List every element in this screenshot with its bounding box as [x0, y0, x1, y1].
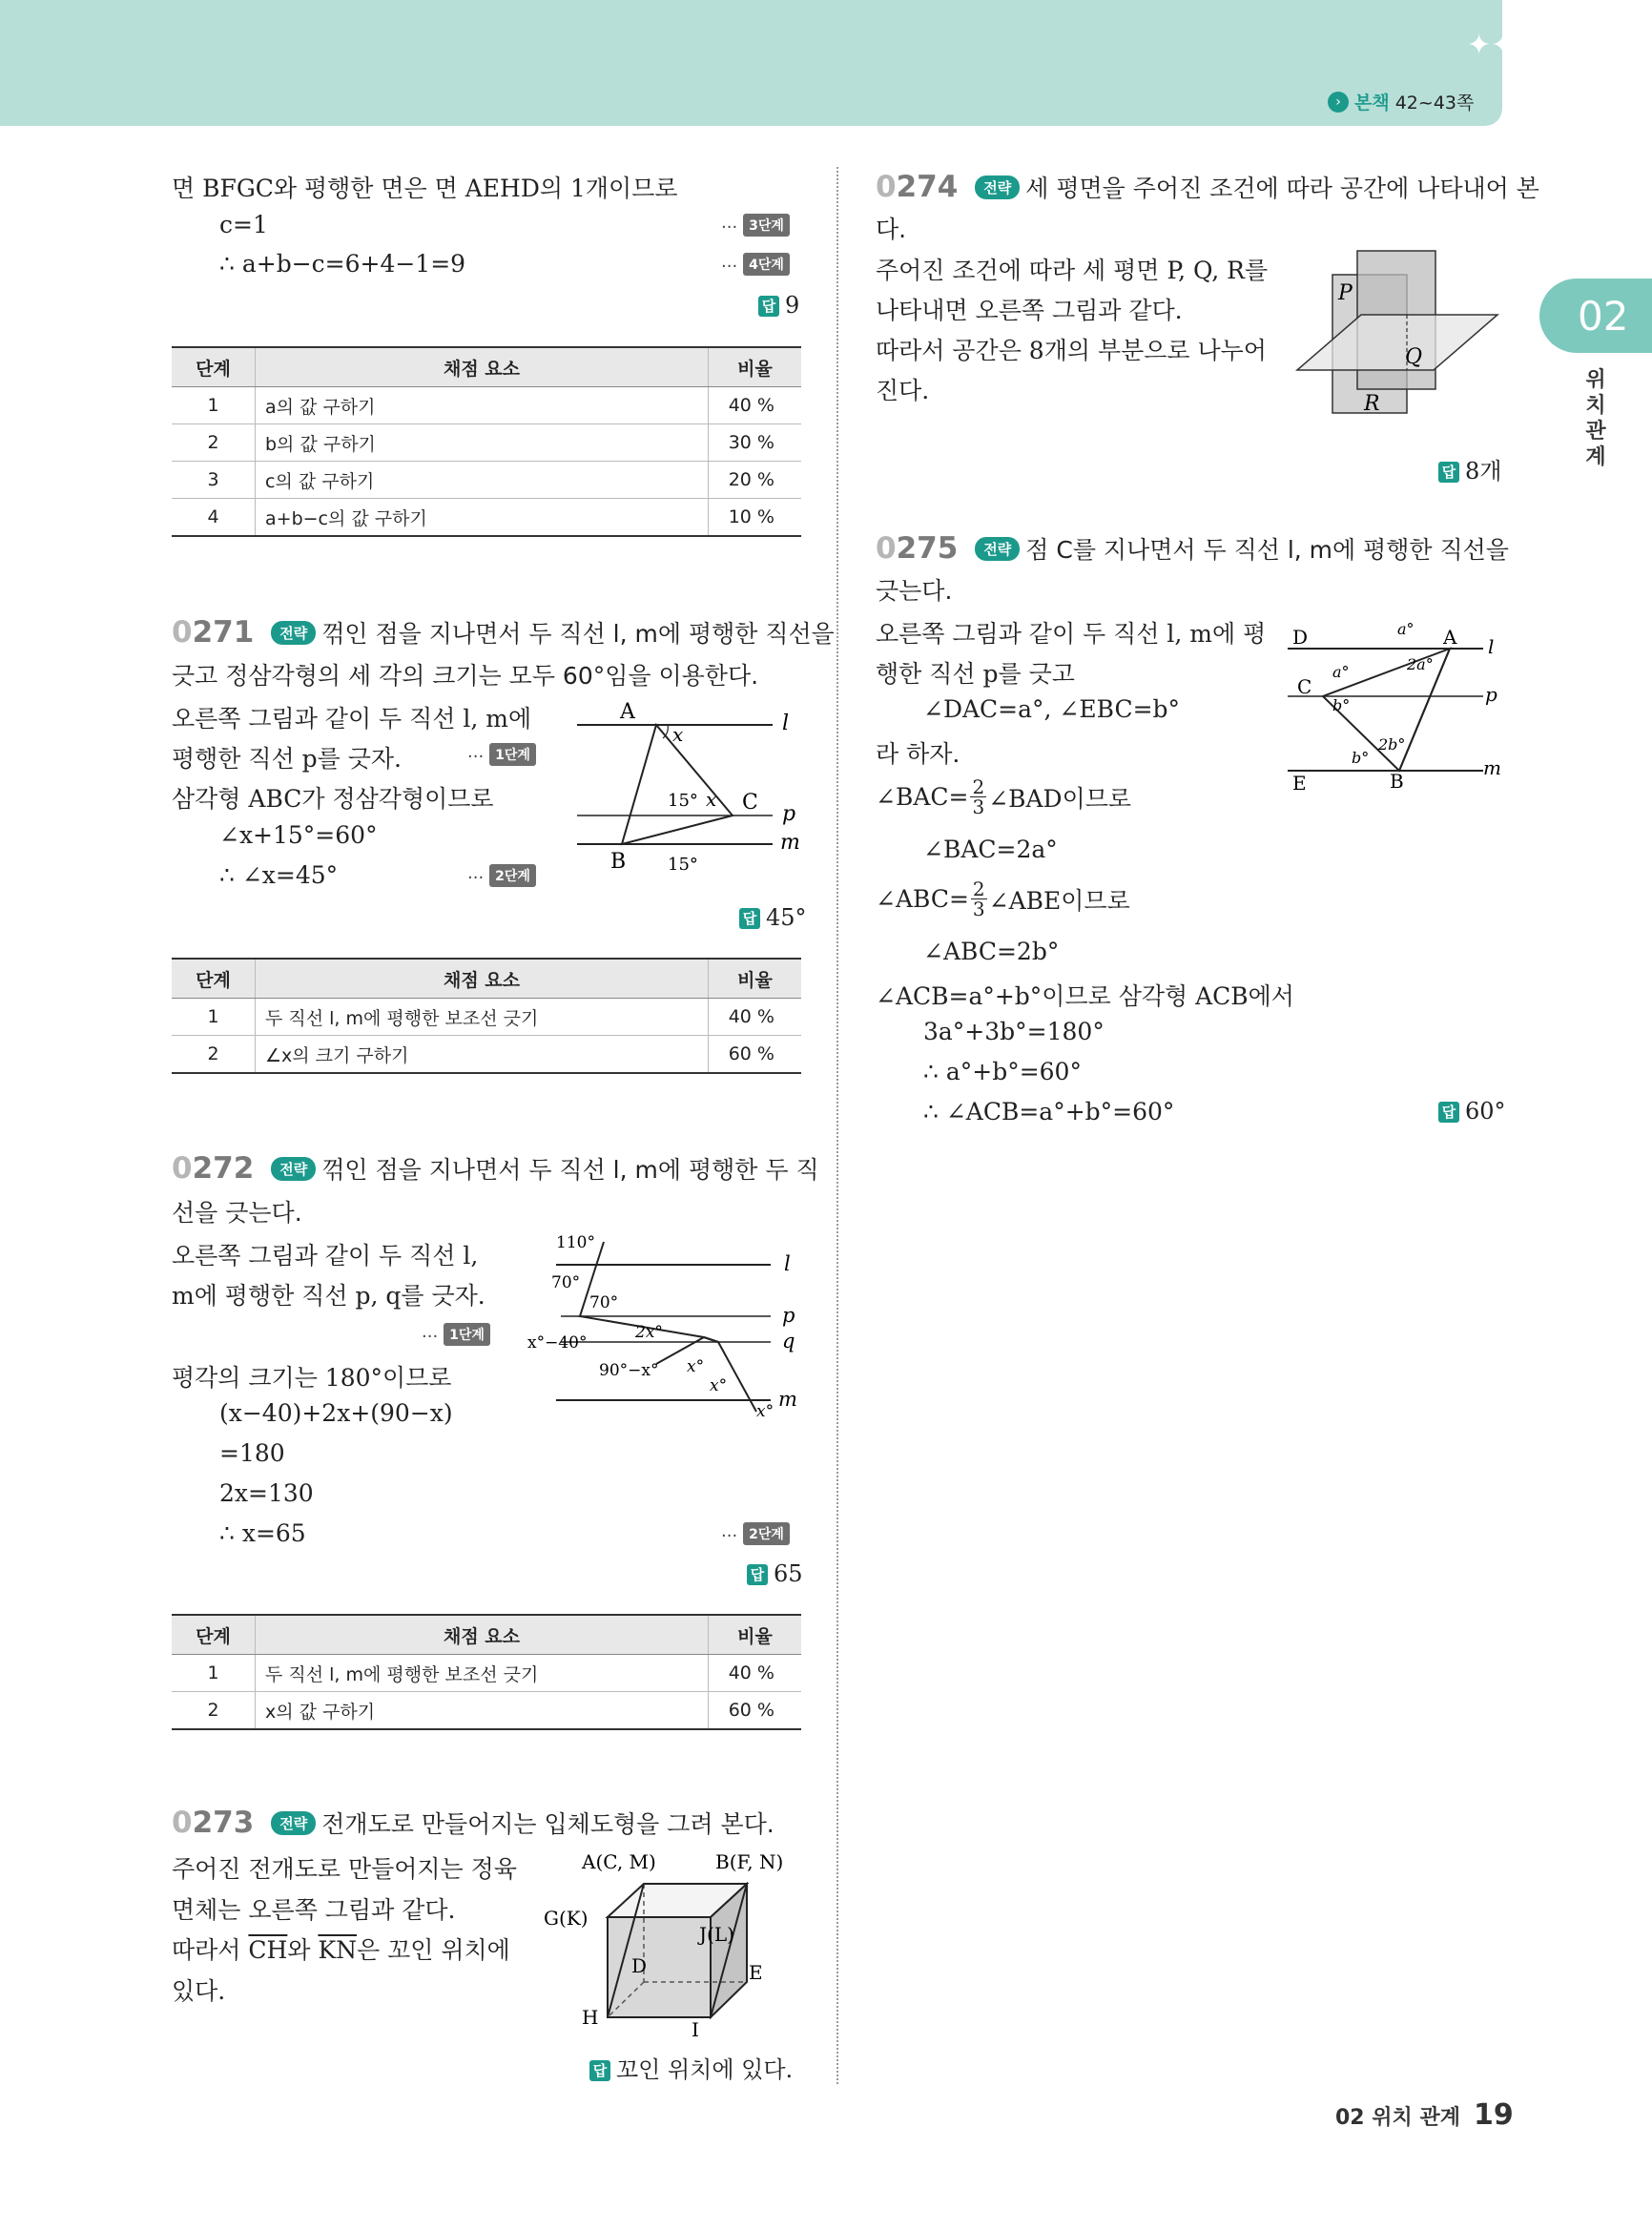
p272-body1: 오른쪽 그림과 같이 두 직선 l,	[172, 1242, 479, 1270]
fig-label: 70°	[589, 1293, 619, 1312]
table-row: 2 b의 값 구하기 30 %	[172, 424, 801, 462]
strategy-badge: 전략	[271, 621, 316, 645]
th: 단계	[172, 347, 256, 387]
p274-body2: 나타내면 오른쪽 그림과 같다.	[876, 297, 1183, 324]
fig-label: 2b°	[1378, 735, 1406, 754]
side-char: 위	[1585, 368, 1606, 392]
p275-body8: ∠ABC=2b°	[923, 938, 1060, 965]
arrow-right-icon: ›	[1328, 92, 1349, 113]
p272-body5: =180	[219, 1439, 285, 1467]
fig-label: l	[782, 712, 790, 735]
header-banner	[0, 0, 1502, 126]
fig-label: P	[1338, 281, 1353, 305]
p270-line2: c=1	[219, 211, 268, 238]
strategy-badge: 전략	[271, 1157, 316, 1181]
answer-badge: 답	[739, 908, 760, 929]
fig-label: a°	[1332, 663, 1350, 681]
fig-label: 70°	[551, 1273, 581, 1292]
p275-body1: 오른쪽 그림과 같이 두 직선 l, m에 평	[876, 620, 1267, 648]
p270-score-table	[172, 346, 801, 537]
table-row: 1 두 직선 l, m에 평행한 보조선 긋기 40 %	[172, 1655, 801, 1692]
fig-label: H	[582, 2006, 599, 2029]
fig-label: 15°	[668, 855, 698, 875]
side-char: 계	[1585, 445, 1606, 469]
p275-body9: ∠ACB=a°+b°이므로 삼각형 ACB에서	[876, 982, 1294, 1010]
p270-line3: ∴ a+b−c=6+4−1=9	[219, 250, 466, 278]
fig-label: x°	[710, 1376, 728, 1395]
problem-number: 0275	[876, 531, 959, 566]
book-pages: 42~43쪽	[1394, 93, 1475, 114]
table-row: 1 두 직선 l, m에 평행한 보조선 긋기 40 %	[172, 999, 801, 1036]
p271-answer	[739, 904, 807, 931]
answer-value: 꼬인 위치에 있다.	[616, 2056, 794, 2083]
p272-answer	[747, 1560, 803, 1587]
p275-body11: ∴ a°+b°=60°	[923, 1058, 1082, 1085]
fig-label: Q	[1405, 345, 1423, 369]
step-badge: 2단계	[743, 1522, 790, 1545]
page-footer	[1335, 2098, 1514, 2132]
p273-body3: 따라서 $\overline{CH}$와 $\overline{KN}$은 꼬인 위치에	[172, 1936, 510, 1964]
fig-label: B(F, N)	[715, 1850, 784, 1873]
p275-body5: ∠BAC= $\frac{2}{3}$ ∠BAD이므로	[876, 775, 1132, 818]
answer-badge: 답	[589, 2060, 610, 2081]
answer-badge: 답	[747, 1564, 768, 1585]
p272-body2: m에 평행한 직선 p, q를 긋자.	[172, 1282, 485, 1310]
book-label: 본책	[1354, 93, 1390, 114]
fig-label: x°	[687, 1357, 705, 1376]
p275-body2: 행한 직선 p를 긋고	[876, 660, 1075, 688]
table-row: 4 a+b−c의 값 구하기 10 %	[172, 499, 801, 537]
answer-badge: 답	[1438, 1102, 1459, 1123]
sparkle-icon: ✦✦	[1467, 29, 1516, 62]
p271-header	[172, 615, 835, 650]
fig-label: D	[1292, 626, 1309, 649]
fig-label: 110°	[556, 1233, 595, 1252]
th: 채점 요소	[256, 347, 709, 387]
step-badge: 3단계	[743, 214, 790, 237]
fig-label: J(L)	[699, 1923, 734, 1946]
answer-value: 9	[785, 292, 800, 319]
step-badge: 1단계	[444, 1323, 490, 1346]
table-row: 1 a의 값 구하기 40 %	[172, 387, 801, 424]
p274-answer	[1438, 452, 1501, 485]
p271-body3: 삼각형 ABC가 정삼각형이므로	[172, 785, 494, 813]
p272-figure	[523, 1230, 809, 1435]
step-badge: 4단계	[743, 253, 790, 276]
problem-number: 0272	[172, 1151, 255, 1186]
p271-figure	[572, 696, 811, 887]
fig-label: C	[1297, 675, 1312, 698]
fig-label: p	[782, 802, 796, 826]
p275-strategy-line2: 긋는다.	[876, 577, 953, 605]
strategy-text: 세 평면을 주어진 조건에 따라 공간에 나타내어 본	[1025, 175, 1539, 202]
page-number: 19	[1473, 2098, 1514, 2132]
column-divider	[836, 167, 838, 2084]
p275-body12: ∴ ∠ACB=a°+b°=60°	[923, 1098, 1175, 1125]
side-char: 치	[1585, 394, 1606, 418]
fig-label: b°	[1352, 749, 1370, 767]
answer-badge: 답	[758, 296, 779, 317]
fig-label: B	[610, 850, 627, 874]
p273-header	[172, 1806, 774, 1840]
p275-body6: ∠BAC=2a°	[923, 836, 1058, 863]
strategy-badge: 전략	[271, 1811, 316, 1835]
p272-body7: ∴ x=65	[219, 1519, 306, 1547]
p273-body4: 있다.	[172, 1977, 226, 2005]
problem-number: 0271	[172, 615, 255, 650]
footer-chapter: 02 위치 관계	[1335, 2106, 1460, 2130]
p273-body1: 주어진 전개도로 만들어지는 정육	[172, 1855, 517, 1883]
p271-body1: 오른쪽 그림과 같이 두 직선 l, m에	[172, 705, 532, 733]
th: 비율	[709, 347, 802, 387]
fig-label: l	[1488, 635, 1495, 658]
p272-body6: 2x=130	[219, 1479, 314, 1507]
p273-cube-figure	[539, 1846, 811, 2041]
answer-badge: 답	[1438, 462, 1459, 483]
fig-label: x°−40°	[527, 1333, 588, 1352]
table-row: 2 ∠x의 크기 구하기 60 %	[172, 1036, 801, 1074]
fig-label: p	[1485, 683, 1497, 706]
fig-label: a°	[1397, 620, 1415, 638]
p270-line1: 면 BFGC와 평행한 면은 면 AEHD의 1개이므로	[172, 175, 678, 202]
p274-planes-figure	[1292, 246, 1507, 437]
p271-body5: ∴ ∠x=45°	[219, 861, 339, 889]
fig-label: E	[749, 1961, 763, 1984]
p275-body7: ∠ABC= $\frac{2}{3}$ ∠ABE이므로	[876, 878, 1130, 920]
p275-body3: ∠DAC=a°, ∠EBC=b°	[923, 695, 1181, 723]
p275-header	[876, 531, 1509, 566]
fig-label: x	[672, 723, 684, 746]
fig-label: I	[692, 2018, 699, 2041]
fig-label: E	[1292, 772, 1307, 795]
p273-answer	[589, 2051, 793, 2084]
fig-label: A(C, M)	[582, 1850, 656, 1873]
p274-strategy-line2: 다.	[876, 216, 907, 243]
strategy-text: 꺾인 점을 지나면서 두 직선 l, m에 평행한 직선을	[321, 620, 835, 648]
p273-body2: 면체는 오른쪽 그림과 같다.	[172, 1896, 456, 1924]
p274-body4: 진다.	[876, 377, 930, 404]
answer-value: 45°	[766, 904, 807, 931]
strategy-badge: 전략	[975, 176, 1020, 199]
fig-label: A	[620, 700, 635, 724]
p275-figure	[1283, 610, 1507, 801]
side-char: 관	[1585, 420, 1606, 444]
step-badge: 2단계	[489, 864, 536, 887]
p274-body3: 따라서 공간은 8개의 부분으로 나누어	[876, 337, 1267, 364]
p271-strategy-line2: 긋고 정삼각형의 세 각의 크기는 모두 60°임을 이용한다.	[172, 662, 759, 690]
problem-number: 0273	[172, 1806, 255, 1840]
strategy-text: 전개도로 만들어지는 입체도형을 그려 본다.	[321, 1810, 774, 1838]
step-badge: 1단계	[489, 743, 536, 766]
fig-label: x	[706, 788, 717, 811]
fig-label: x°	[756, 1402, 774, 1421]
answer-value: 8개	[1465, 458, 1502, 485]
fig-label: B	[1390, 770, 1404, 793]
strategy-badge: 전략	[975, 537, 1020, 561]
fig-label: b°	[1332, 696, 1351, 714]
fig-label: R	[1364, 392, 1380, 416]
book-reference	[1328, 89, 1474, 114]
strategy-text: 점 C를 지나면서 두 직선 l, m에 평행한 직선을	[1025, 536, 1509, 564]
answer-value: 60°	[1465, 1098, 1506, 1125]
fig-label: q	[782, 1330, 795, 1352]
p272-body3: 평각의 크기는 180°이므로	[172, 1364, 452, 1392]
fig-label: 2x°	[635, 1323, 663, 1342]
answer-value: 65	[774, 1560, 803, 1587]
p272-body4: (x−40)+2x+(90−x)	[219, 1399, 453, 1427]
chapter-side-title	[1583, 367, 1608, 470]
table-row: 3 c의 값 구하기 20 %	[172, 462, 801, 499]
fig-label: 90°−x°	[599, 1361, 659, 1380]
fig-label: C	[742, 791, 758, 815]
fig-label: G(K)	[544, 1907, 589, 1930]
problem-number: 0274	[876, 170, 959, 204]
p272-score-table: 단계 채점 요소 비율 1 두 직선 l, m에 평행한 보조선 긋기 40 % 2 x의 값 구하기 60 %	[172, 1614, 801, 1730]
fig-label: l	[784, 1252, 791, 1275]
fig-label: p	[782, 1304, 795, 1327]
fig-label: A	[1443, 626, 1457, 649]
p275-answer	[1438, 1098, 1506, 1125]
p274-header	[876, 170, 1539, 204]
p275-body10: 3a°+3b°=180°	[923, 1018, 1105, 1045]
chapter-tab: 02	[1539, 279, 1652, 353]
fig-label: 15°	[668, 791, 698, 811]
fig-label: 2a°	[1407, 655, 1434, 673]
table-row: 2 x의 값 구하기 60 %	[172, 1692, 801, 1730]
p272-header	[172, 1151, 819, 1186]
p271-body4: ∠x+15°=60°	[219, 821, 378, 849]
fig-label: m	[778, 1388, 797, 1411]
fig-label: m	[780, 831, 800, 855]
strategy-text: 꺾인 점을 지나면서 두 직선 l, m에 평행한 두 직	[321, 1156, 819, 1184]
p271-score-table: 단계 채점 요소 비율 1 두 직선 l, m에 평행한 보조선 긋기 40 % 2 ∠x의 크기 구하기 60 %	[172, 958, 801, 1074]
fig-label: m	[1483, 756, 1501, 779]
fig-label: D	[631, 1954, 648, 1977]
p271-body2: 평행한 직선 p를 긋자.	[172, 745, 402, 773]
p275-body4: 라 하자.	[876, 740, 960, 768]
p274-body1: 주어진 조건에 따라 세 평면 P, Q, R를	[876, 257, 1269, 284]
p270-answer	[758, 292, 799, 319]
p272-strategy-line2: 선을 긋는다.	[172, 1199, 302, 1227]
